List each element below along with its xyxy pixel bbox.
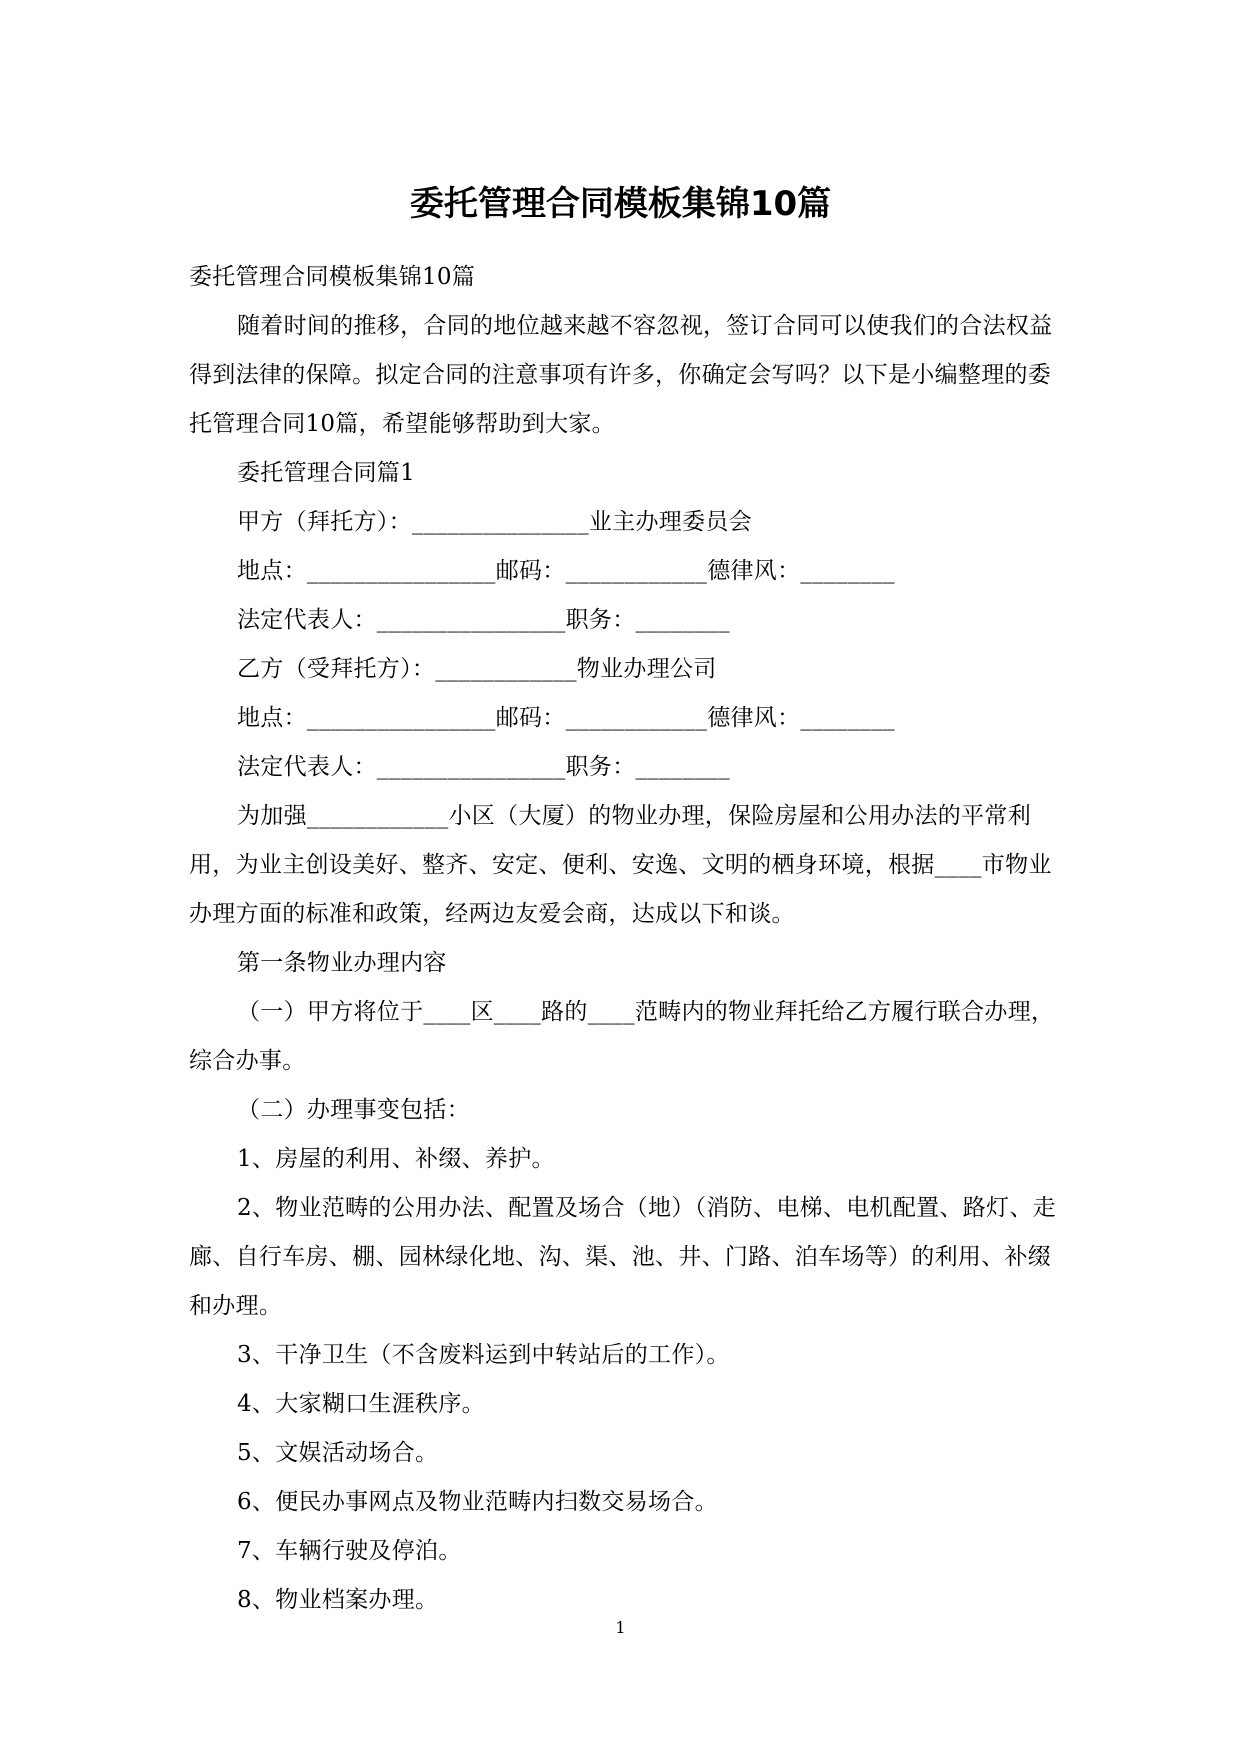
- list-item: 2、物业范畴的公用办法、配置及场合（地）（消防、电梯、电机配置、路灯、走廊、自行车房、棚、园林绿化地、沟、渠、池、井、门路、泊车场等）的利用、补缀和办理。: [189, 1195, 1056, 1319]
- purpose-paragraph: 为加强____________小区（大厦）的物业办理，保险房屋和公用办法的平常利用，为业主创设美好、整齐、安定、便利、安逸、文明的栖身环境，根据____市物业办理方面的标准和政策，经两边友爱会商，达成以下和谈。: [189, 803, 1052, 927]
- document-subtitle: 委托管理合同模板集锦10篇: [189, 264, 476, 290]
- party-b-address-line: 地点：________________邮码：____________德律风：________: [237, 705, 895, 731]
- list-item: 1、房屋的利用、补缀、养护。: [237, 1146, 555, 1172]
- party-b-line: 乙方（受拜托方）：____________物业办理公司: [237, 656, 717, 682]
- list-item: 7、车辆行驶及停泊。: [237, 1538, 462, 1564]
- article-heading: 第一条物业办理内容: [237, 950, 447, 976]
- document-body: [189, 253, 1059, 1625]
- party-a-representative-line: 法定代表人：________________职务：________: [237, 607, 730, 633]
- list-item: 4、大家糊口生涯秩序。: [237, 1391, 485, 1417]
- list-item: 6、便民办事网点及物业范畴内扫数交易场合。: [237, 1489, 718, 1515]
- clause-paragraph: （二）办理事变包括：: [237, 1097, 470, 1123]
- section-heading: 委托管理合同篇1: [237, 460, 416, 486]
- list-item: 8、物业档案办理。: [237, 1587, 439, 1613]
- intro-paragraph: 随着时间的推移，合同的地位越来越不容忽视，签订合同可以使我们的合法权益得到法律的保障。拟定合同的注意事项有许多，你确定会写吗？以下是小编整理的委托管理合同10篇，希望能够帮助到大家。: [189, 313, 1053, 437]
- page-number: 1: [615, 1618, 626, 1637]
- party-a-line: 甲方（拜托方）：_______________业主办理委员会: [237, 509, 752, 535]
- party-a-address-line: 地点：________________邮码：____________德律风：________: [237, 558, 895, 584]
- list-item: 3、干净卫生（不含废料运到中转站后的工作）。: [237, 1342, 730, 1368]
- party-b-representative-line: 法定代表人：________________职务：________: [237, 754, 730, 780]
- clause-paragraph: （一）甲方将位于____区____路的____范畴内的物业拜托给乙方履行联合办理，综合办事。: [189, 999, 1055, 1074]
- list-item: 5、文娱活动场合。: [237, 1440, 439, 1466]
- document-title: 委托管理合同模板集锦10篇: [409, 184, 832, 224]
